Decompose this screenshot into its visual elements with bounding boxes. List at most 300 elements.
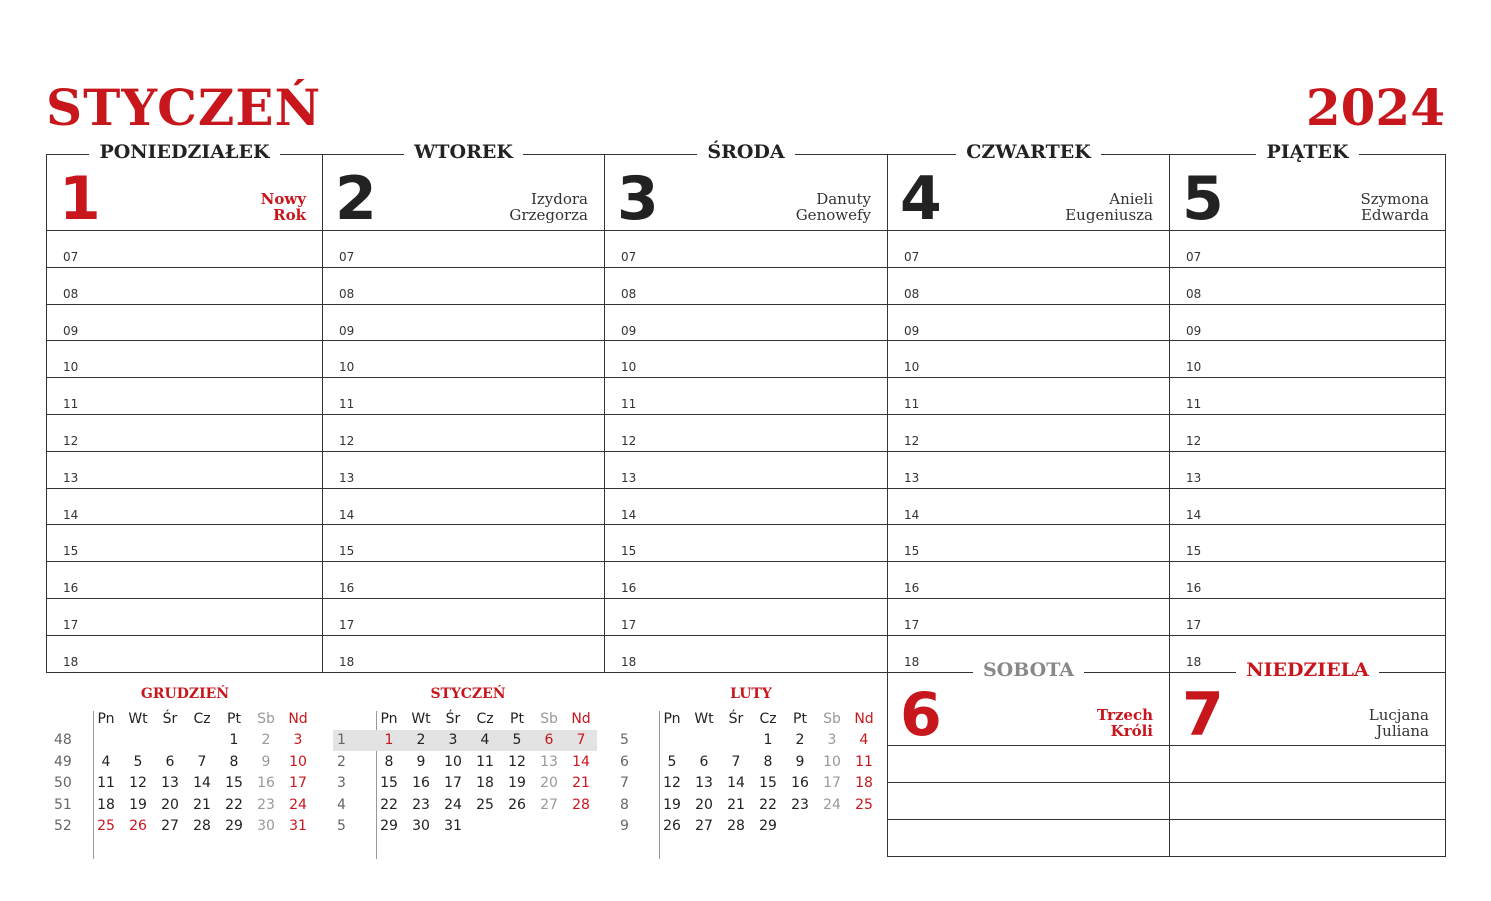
date-cell[interactable]: 12: [508, 753, 526, 770]
date-cell[interactable]: 14: [193, 775, 211, 792]
hour-label: 08: [621, 286, 637, 301]
hour-label: 12: [621, 433, 637, 448]
hour-rows: [888, 230, 1169, 672]
hour-slot[interactable]: [605, 561, 887, 598]
date-cell[interactable]: 17: [444, 775, 462, 792]
hour-slot[interactable]: [1170, 340, 1445, 377]
date-cell[interactable]: 5: [667, 753, 677, 770]
date-cell[interactable]: 10: [444, 753, 462, 770]
hour-slot[interactable]: [323, 267, 604, 304]
name-day-label: Trzech: [1096, 706, 1153, 724]
hour-slot[interactable]: [888, 304, 1169, 341]
hour-label: 08: [904, 286, 920, 301]
date-cell[interactable]: [565, 816, 597, 838]
name-day-label: Juliana: [1376, 722, 1429, 740]
day-column: [322, 141, 604, 673]
hour-label: 09: [1186, 323, 1202, 338]
date-cell[interactable]: 26: [663, 818, 681, 835]
hour-label: 16: [339, 581, 355, 596]
date-cell[interactable]: 19: [508, 775, 526, 792]
weekday-header: Wt: [128, 710, 148, 727]
hour-label: 11: [1186, 397, 1202, 412]
mini-calendar-table: [616, 708, 880, 837]
weekday-header: Nd: [288, 710, 308, 727]
name-day-names: [261, 191, 306, 223]
date-cell[interactable]: 29: [759, 818, 777, 835]
hour-slot[interactable]: [1170, 598, 1445, 635]
name-day-names: [1360, 191, 1429, 223]
hour-label: 13: [1186, 470, 1202, 485]
day-name: CZWARTEK: [956, 141, 1100, 163]
weekend-note-line[interactable]: [1170, 782, 1445, 783]
mini-calendar-month: STYCZEŃ: [430, 686, 506, 702]
day-header: [47, 141, 322, 163]
date-cell[interactable]: 2: [405, 730, 437, 752]
date-cell[interactable]: 24: [444, 796, 462, 813]
hour-label: 18: [904, 654, 920, 669]
date-cell[interactable]: 28: [572, 796, 590, 813]
hour-label: 18: [63, 654, 79, 669]
date-cell[interactable]: [816, 816, 848, 838]
date-cell[interactable]: 15: [759, 775, 777, 792]
date-cell[interactable]: 4: [859, 732, 869, 749]
hour-slot[interactable]: [323, 598, 604, 635]
hour-label: 11: [339, 397, 355, 412]
week-number: 6: [620, 753, 629, 770]
weekday-header: Sb: [540, 710, 558, 727]
day-name: PONIEDZIAŁEK: [89, 141, 279, 163]
weekend-note-line[interactable]: [888, 856, 1169, 857]
hour-label: 10: [904, 360, 920, 375]
hour-label: 14: [1186, 507, 1202, 522]
date-cell[interactable]: 26: [508, 796, 526, 813]
hour-slot[interactable]: [605, 488, 887, 525]
hour-slot[interactable]: [47, 524, 322, 561]
date-cell[interactable]: [533, 816, 565, 838]
hour-label: 09: [621, 323, 637, 338]
hour-slot[interactable]: [605, 304, 887, 341]
hour-slot[interactable]: [323, 340, 604, 377]
weekday-header: Śr: [162, 710, 178, 727]
hour-label: 18: [339, 654, 355, 669]
name-day-label: Nowy: [260, 190, 306, 208]
date-cell[interactable]: [90, 730, 122, 752]
date-cell[interactable]: 9: [416, 753, 426, 770]
hour-slot[interactable]: [1170, 524, 1445, 561]
hour-slot[interactable]: [47, 451, 322, 488]
hour-slot[interactable]: [47, 561, 322, 598]
hour-slot[interactable]: [323, 304, 604, 341]
hour-label: 16: [904, 581, 920, 596]
hour-slot[interactable]: [605, 598, 887, 635]
hour-slot[interactable]: [47, 267, 322, 304]
weekday-header: Wt: [694, 710, 714, 727]
hour-label: 16: [1186, 581, 1202, 596]
weekday-header: [616, 708, 656, 730]
day-number: 4: [900, 164, 942, 234]
weekend-day-name: NIEDZIELA: [1236, 659, 1379, 681]
hour-label: 11: [621, 397, 637, 412]
weekday-header: Śr: [445, 710, 461, 727]
weekday-header: Pt: [793, 710, 807, 727]
date-cell[interactable]: 6: [533, 730, 565, 752]
date-cell[interactable]: 7: [197, 753, 207, 770]
day-name: PIĄTEK: [1256, 141, 1358, 163]
date-cell[interactable]: 30: [257, 818, 275, 835]
mini-calendar-month: LUTY: [730, 686, 772, 702]
hour-slot[interactable]: [1170, 230, 1445, 267]
date-cell[interactable]: 24: [823, 796, 841, 813]
hour-label: 15: [1186, 544, 1202, 559]
hour-label: 16: [621, 581, 637, 596]
hour-slot[interactable]: [47, 488, 322, 525]
date-cell[interactable]: 14: [572, 753, 590, 770]
date-cell[interactable]: 21: [572, 775, 590, 792]
hour-slot[interactable]: [605, 414, 887, 451]
hour-label: 15: [904, 544, 920, 559]
hour-slot[interactable]: [888, 377, 1169, 414]
hour-slot[interactable]: [47, 635, 322, 672]
weekend-note-line[interactable]: [888, 782, 1169, 783]
week-number: 8: [620, 796, 629, 813]
hour-slot[interactable]: [605, 451, 887, 488]
hour-label: 07: [63, 250, 79, 264]
date-cell[interactable]: 13: [161, 775, 179, 792]
date-cell[interactable]: 5: [501, 730, 533, 752]
date-cell[interactable]: 11: [855, 753, 873, 770]
date-cell[interactable]: 17: [289, 775, 307, 792]
hour-label: 07: [621, 250, 637, 264]
hour-label: 17: [904, 617, 920, 632]
hour-slot[interactable]: [47, 414, 322, 451]
hour-slot[interactable]: [1170, 451, 1445, 488]
hour-label: 08: [63, 286, 79, 301]
hour-slot[interactable]: [1170, 304, 1445, 341]
date-cell[interactable]: 6: [165, 753, 175, 770]
weekday-header: Wt: [411, 710, 431, 727]
hour-label: 09: [63, 323, 79, 338]
date-cell[interactable]: 10: [823, 753, 841, 770]
date-cell[interactable]: 16: [791, 775, 809, 792]
hour-slot[interactable]: [888, 451, 1169, 488]
name-day-label: Lucjana: [1368, 706, 1429, 724]
hour-label: 14: [63, 507, 79, 522]
date-cell[interactable]: 7: [565, 730, 597, 752]
mini-calendar-table: [50, 708, 314, 837]
date-cell[interactable]: 13: [695, 775, 713, 792]
hour-label: 08: [339, 286, 355, 301]
hour-rows: [47, 230, 322, 672]
date-cell[interactable]: 11: [97, 775, 115, 792]
weekday-header: Pn: [663, 710, 681, 727]
hour-label: 07: [904, 250, 920, 264]
hour-slot[interactable]: [888, 340, 1169, 377]
date-cell[interactable]: 26: [129, 818, 147, 835]
date-cell[interactable]: 18: [97, 796, 115, 813]
name-day-label: Edwarda: [1360, 206, 1429, 224]
weekend-day-header: [1170, 659, 1445, 681]
date-cell[interactable]: 11: [476, 753, 494, 770]
hour-slot[interactable]: [1170, 414, 1445, 451]
weekday-header: Pn: [97, 710, 115, 727]
name-day-label: Izydora: [530, 190, 588, 208]
date-cell[interactable]: [122, 730, 154, 752]
hour-slot[interactable]: [47, 598, 322, 635]
hour-slot[interactable]: [323, 488, 604, 525]
date-cell[interactable]: 4: [101, 753, 111, 770]
hour-label: 12: [1186, 433, 1202, 448]
name-day-names: [1097, 707, 1153, 739]
week-number: 52: [54, 818, 72, 835]
date-cell[interactable]: 13: [540, 753, 558, 770]
hour-slot[interactable]: [323, 414, 604, 451]
date-cell[interactable]: 31: [444, 818, 462, 835]
hour-label: 18: [621, 654, 637, 669]
weekday-header: Pn: [380, 710, 398, 727]
date-cell[interactable]: [656, 730, 688, 752]
date-cell[interactable]: 29: [380, 818, 398, 835]
name-day-label: Rok: [273, 206, 306, 224]
day-column: [46, 141, 322, 673]
weekend-note-line[interactable]: [888, 819, 1169, 820]
day-header: [323, 141, 604, 163]
hour-label: 18: [1186, 654, 1202, 669]
date-cell[interactable]: 25: [97, 818, 115, 835]
day-column: [887, 141, 1169, 673]
date-cell[interactable]: 12: [663, 775, 681, 792]
date-cell[interactable]: 31: [289, 818, 307, 835]
date-cell[interactable]: 20: [695, 796, 713, 813]
weekday-header: Pt: [227, 710, 241, 727]
name-day-names: [1065, 191, 1153, 223]
date-cell[interactable]: 23: [791, 796, 809, 813]
hour-slot[interactable]: [323, 451, 604, 488]
hour-label: 13: [904, 470, 920, 485]
date-cell[interactable]: [848, 816, 880, 838]
weekday-header: [50, 708, 90, 730]
hour-slot[interactable]: [1170, 561, 1445, 598]
hour-label: 13: [339, 470, 355, 485]
hour-slot[interactable]: [47, 377, 322, 414]
hour-label: 15: [339, 544, 355, 559]
hour-label: 10: [1186, 360, 1202, 375]
hour-slot[interactable]: [605, 230, 887, 267]
day-header: [888, 141, 1169, 163]
hour-slot[interactable]: [47, 230, 322, 267]
hour-label: 15: [63, 544, 79, 559]
day-number: 3: [617, 164, 659, 234]
hour-label: 17: [1186, 617, 1202, 632]
date-cell[interactable]: 22: [380, 796, 398, 813]
day-name: ŚRODA: [697, 141, 794, 163]
date-cell[interactable]: 23: [412, 796, 430, 813]
hour-slot[interactable]: [888, 414, 1169, 451]
date-cell[interactable]: 28: [727, 818, 745, 835]
hour-slot[interactable]: [47, 304, 322, 341]
date-cell[interactable]: 8: [384, 753, 394, 770]
date-cell[interactable]: 10: [289, 753, 307, 770]
date-cell[interactable]: 14: [727, 775, 745, 792]
date-cell[interactable]: 27: [161, 818, 179, 835]
name-day-label: Szymona: [1360, 190, 1429, 208]
date-cell[interactable]: 21: [727, 796, 745, 813]
date-cell[interactable]: 3: [827, 732, 837, 749]
date-cell[interactable]: 12: [129, 775, 147, 792]
hour-rows: [323, 230, 604, 672]
date-cell[interactable]: 21: [193, 796, 211, 813]
mini-calendar-table: [333, 708, 597, 837]
date-cell[interactable]: 29: [225, 818, 243, 835]
date-cell[interactable]: 7: [731, 753, 741, 770]
day-header: [605, 141, 887, 163]
date-cell[interactable]: [784, 816, 816, 838]
weekday-grid: [46, 141, 1446, 673]
weekday-header: Śr: [728, 710, 744, 727]
hour-label: 14: [339, 507, 355, 522]
date-cell[interactable]: 2: [795, 732, 805, 749]
week-number: 50: [54, 775, 72, 792]
hour-slot[interactable]: [605, 524, 887, 561]
date-cell[interactable]: 3: [293, 732, 303, 749]
hour-label: 07: [339, 250, 355, 264]
hour-slot[interactable]: [605, 635, 887, 672]
date-cell[interactable]: 5: [133, 753, 143, 770]
date-cell[interactable]: 8: [763, 753, 773, 770]
weekday-header: Pt: [510, 710, 524, 727]
date-cell[interactable]: [469, 816, 501, 838]
weekend-day-number: 7: [1182, 680, 1224, 750]
hour-slot[interactable]: [605, 267, 887, 304]
name-day-label: Grzegorza: [509, 206, 588, 224]
date-cell[interactable]: 9: [795, 753, 805, 770]
hour-slot[interactable]: [323, 377, 604, 414]
weekday-header: Cz: [759, 710, 777, 727]
name-day-names: [509, 191, 588, 223]
hour-slot[interactable]: [605, 340, 887, 377]
date-cell[interactable]: 15: [225, 775, 243, 792]
hour-rows: [1170, 230, 1445, 672]
date-cell[interactable]: 15: [380, 775, 398, 792]
date-cell[interactable]: 20: [540, 775, 558, 792]
mini-calendar-month: GRUDZIEŃ: [140, 686, 230, 702]
weekday-header: Sb: [823, 710, 841, 727]
date-cell[interactable]: 1: [763, 732, 773, 749]
hour-label: 13: [621, 470, 637, 485]
date-cell[interactable]: 20: [161, 796, 179, 813]
hour-slot[interactable]: [888, 267, 1169, 304]
date-cell[interactable]: 4: [469, 730, 501, 752]
day-column: [1169, 141, 1446, 673]
weekend-note-line[interactable]: [1170, 745, 1445, 746]
date-cell[interactable]: 24: [289, 796, 307, 813]
name-day-label: Anieli: [1109, 190, 1153, 208]
week-number: 51: [54, 796, 72, 813]
hour-slot[interactable]: [888, 230, 1169, 267]
weekend-note-line[interactable]: [888, 745, 1169, 746]
hour-label: 10: [339, 360, 355, 375]
hour-slot[interactable]: [323, 230, 604, 267]
date-cell[interactable]: 19: [663, 796, 681, 813]
date-cell[interactable]: 16: [257, 775, 275, 792]
date-cell[interactable]: 25: [476, 796, 494, 813]
hour-slot[interactable]: [47, 340, 322, 377]
year-title: 2024: [1305, 78, 1445, 137]
name-day-label: Danuty: [816, 190, 871, 208]
name-day-label: Genowefy: [795, 206, 871, 224]
day-header: [1170, 141, 1445, 163]
date-cell[interactable]: 30: [412, 818, 430, 835]
date-cell[interactable]: [501, 816, 533, 838]
day-name: WTOREK: [404, 141, 523, 163]
date-cell[interactable]: [154, 730, 186, 752]
hour-slot[interactable]: [323, 561, 604, 598]
date-cell[interactable]: [720, 730, 752, 752]
date-cell[interactable]: 22: [225, 796, 243, 813]
weekend-note-line[interactable]: [1170, 856, 1445, 857]
date-cell[interactable]: 3: [437, 730, 469, 752]
date-cell[interactable]: 1: [373, 730, 405, 752]
hour-slot[interactable]: [888, 524, 1169, 561]
date-cell[interactable]: 16: [412, 775, 430, 792]
day-number: 2: [335, 164, 377, 234]
hour-slot[interactable]: [888, 561, 1169, 598]
hour-slot[interactable]: [888, 598, 1169, 635]
name-day-names: [1369, 707, 1429, 739]
date-cell[interactable]: 18: [855, 775, 873, 792]
hour-label: 09: [904, 323, 920, 338]
week-number: 48: [54, 732, 72, 749]
hour-label: 11: [63, 397, 79, 412]
weekday-header: Cz: [476, 710, 494, 727]
weekend-note-line[interactable]: [1170, 819, 1445, 820]
hour-label: 16: [63, 581, 79, 596]
hour-label: 12: [63, 433, 79, 448]
date-cell[interactable]: 2: [261, 732, 271, 749]
weekday-header: Nd: [571, 710, 591, 727]
hour-label: 17: [621, 617, 637, 632]
hour-slot[interactable]: [1170, 488, 1445, 525]
date-cell[interactable]: 17: [823, 775, 841, 792]
date-cell[interactable]: 19: [129, 796, 147, 813]
month-title: STYCZEŃ: [46, 78, 322, 137]
date-cell[interactable]: 6: [699, 753, 709, 770]
date-cell[interactable]: 8: [229, 753, 239, 770]
hour-slot[interactable]: [1170, 267, 1445, 304]
day-column: [604, 141, 887, 673]
date-cell[interactable]: 1: [229, 732, 239, 749]
hour-slot[interactable]: [888, 488, 1169, 525]
date-cell[interactable]: [688, 730, 720, 752]
hour-slot[interactable]: [605, 377, 887, 414]
date-cell[interactable]: 18: [476, 775, 494, 792]
hour-slot[interactable]: [323, 524, 604, 561]
date-cell[interactable]: 22: [759, 796, 777, 813]
date-cell[interactable]: [186, 730, 218, 752]
hour-slot[interactable]: [1170, 377, 1445, 414]
date-cell[interactable]: 25: [855, 796, 873, 813]
hour-slot[interactable]: [323, 635, 604, 672]
date-cell[interactable]: 27: [695, 818, 713, 835]
date-cell[interactable]: 28: [193, 818, 211, 835]
date-cell[interactable]: 23: [257, 796, 275, 813]
weekday-header: [333, 708, 373, 730]
week-number: 9: [620, 818, 629, 835]
date-cell[interactable]: 27: [540, 796, 558, 813]
weekend-day-number: 6: [900, 680, 942, 750]
date-cell[interactable]: 9: [261, 753, 271, 770]
week-number: 3: [337, 775, 346, 792]
name-day-label: Eugeniusza: [1065, 206, 1153, 224]
